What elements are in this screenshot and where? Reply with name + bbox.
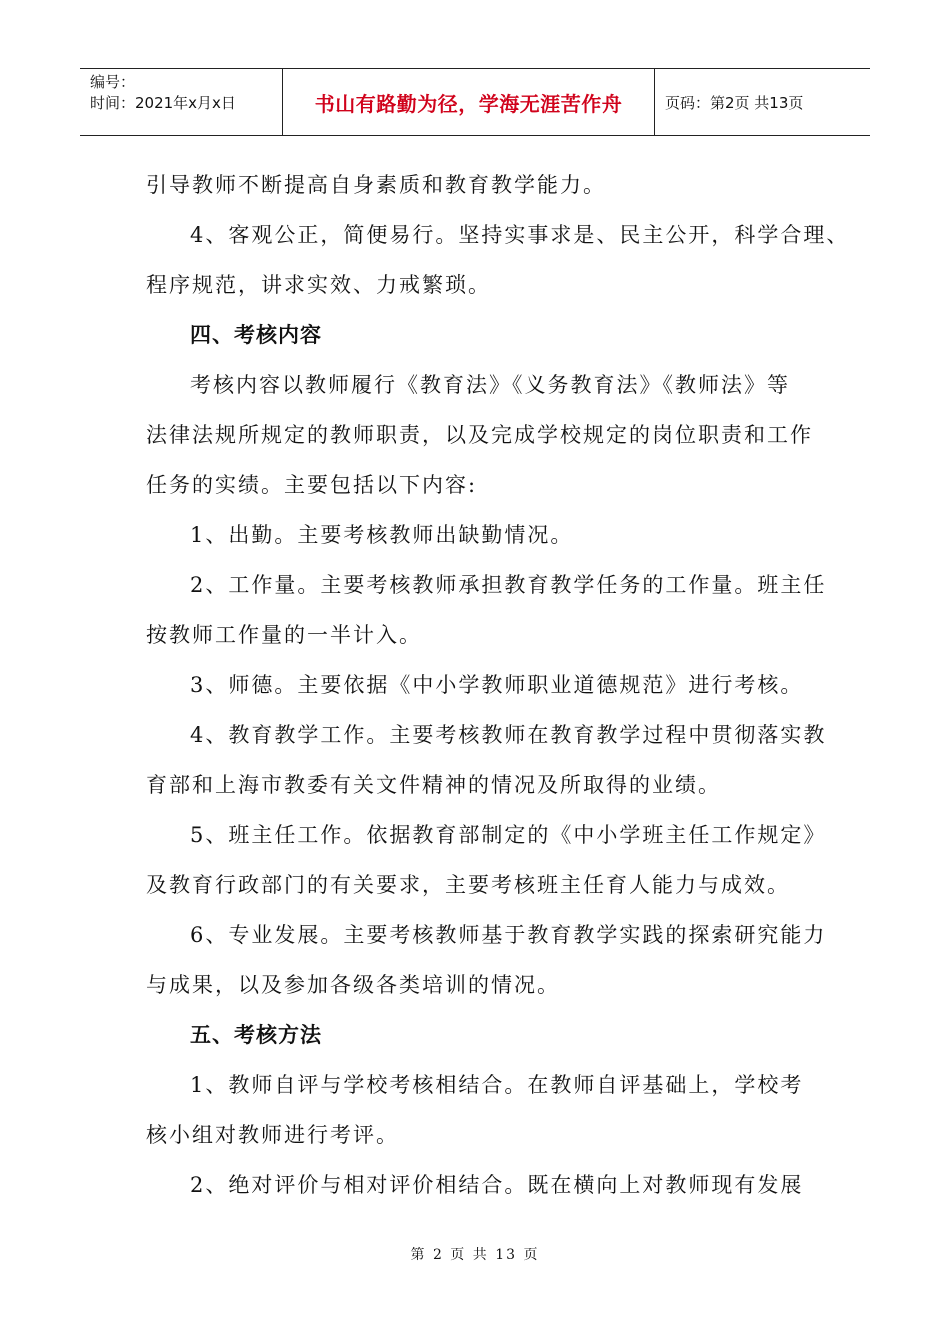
paragraph-line: 育部和上海市教委有关文件精神的情况及所取得的业绩。	[146, 773, 721, 797]
paragraph-line: 5、班主任工作。依据教育部制定的《中小学班主任工作规定》	[190, 823, 827, 847]
section-heading: 五、考核方法	[190, 1023, 322, 1047]
paragraph-line: 4、客观公正，简便易行。坚持实事求是、民主公开，科学合理、	[190, 223, 850, 247]
header-meta	[80, 69, 283, 135]
paragraph-line: 引导教师不断提高自身素质和教育教学能力。	[146, 173, 606, 197]
paragraph-line: 3、师德。主要依据《中小学教师职业道德规范》进行考核。	[190, 673, 804, 697]
paragraph-line: 及教育行政部门的有关要求，主要考核班主任育人能力与成效。	[146, 873, 790, 897]
paragraph-line: 与成果，以及参加各级各类培训的情况。	[146, 973, 560, 997]
paragraph-line: 2、工作量。主要考核教师承担教育教学任务的工作量。班主任	[190, 573, 827, 597]
page-footer: 第 2 页 共 13 页	[410, 1247, 540, 1263]
paragraph-line: 6、专业发展。主要考核教师基于教育教学实践的探索研究能力	[190, 923, 827, 947]
document-number-label: 编号：	[90, 73, 136, 91]
paragraph-line: 法律法规所规定的教师职责，以及完成学校规定的岗位职责和工作	[146, 423, 813, 447]
paragraph-line: 4、教育教学工作。主要考核教师在教育教学过程中贯彻落实教	[190, 723, 827, 747]
document-date: 时间：2021年x月x日	[90, 94, 236, 112]
section-heading: 四、考核内容	[190, 323, 322, 347]
paragraph-line: 1、教师自评与学校考核相结合。在教师自评基础上，学校考	[190, 1073, 804, 1097]
paragraph-line: 考核内容以教师履行《教育法》《义务教育法》《教师法》等	[190, 373, 790, 397]
document-body	[146, 160, 850, 1210]
page-header	[80, 68, 870, 136]
paragraph-line: 核小组对教师进行考评。	[146, 1123, 399, 1147]
header-motto: 书山有路勤为径，学海无涯苦作舟	[283, 69, 655, 135]
header-page-info: 页码：第2页 共13页	[665, 93, 804, 112]
paragraph-line: 1、出勤。主要考核教师出缺勤情况。	[190, 523, 574, 547]
paragraph-line: 程序规范，讲求实效、力戒繁琐。	[146, 273, 491, 297]
paragraph-line: 按教师工作量的一半计入。	[146, 623, 422, 647]
paragraph-line: 2、绝对评价与相对评价相结合。既在横向上对教师现有发展	[190, 1173, 804, 1197]
paragraph-line: 任务的实绩。主要包括以下内容:	[146, 473, 478, 497]
